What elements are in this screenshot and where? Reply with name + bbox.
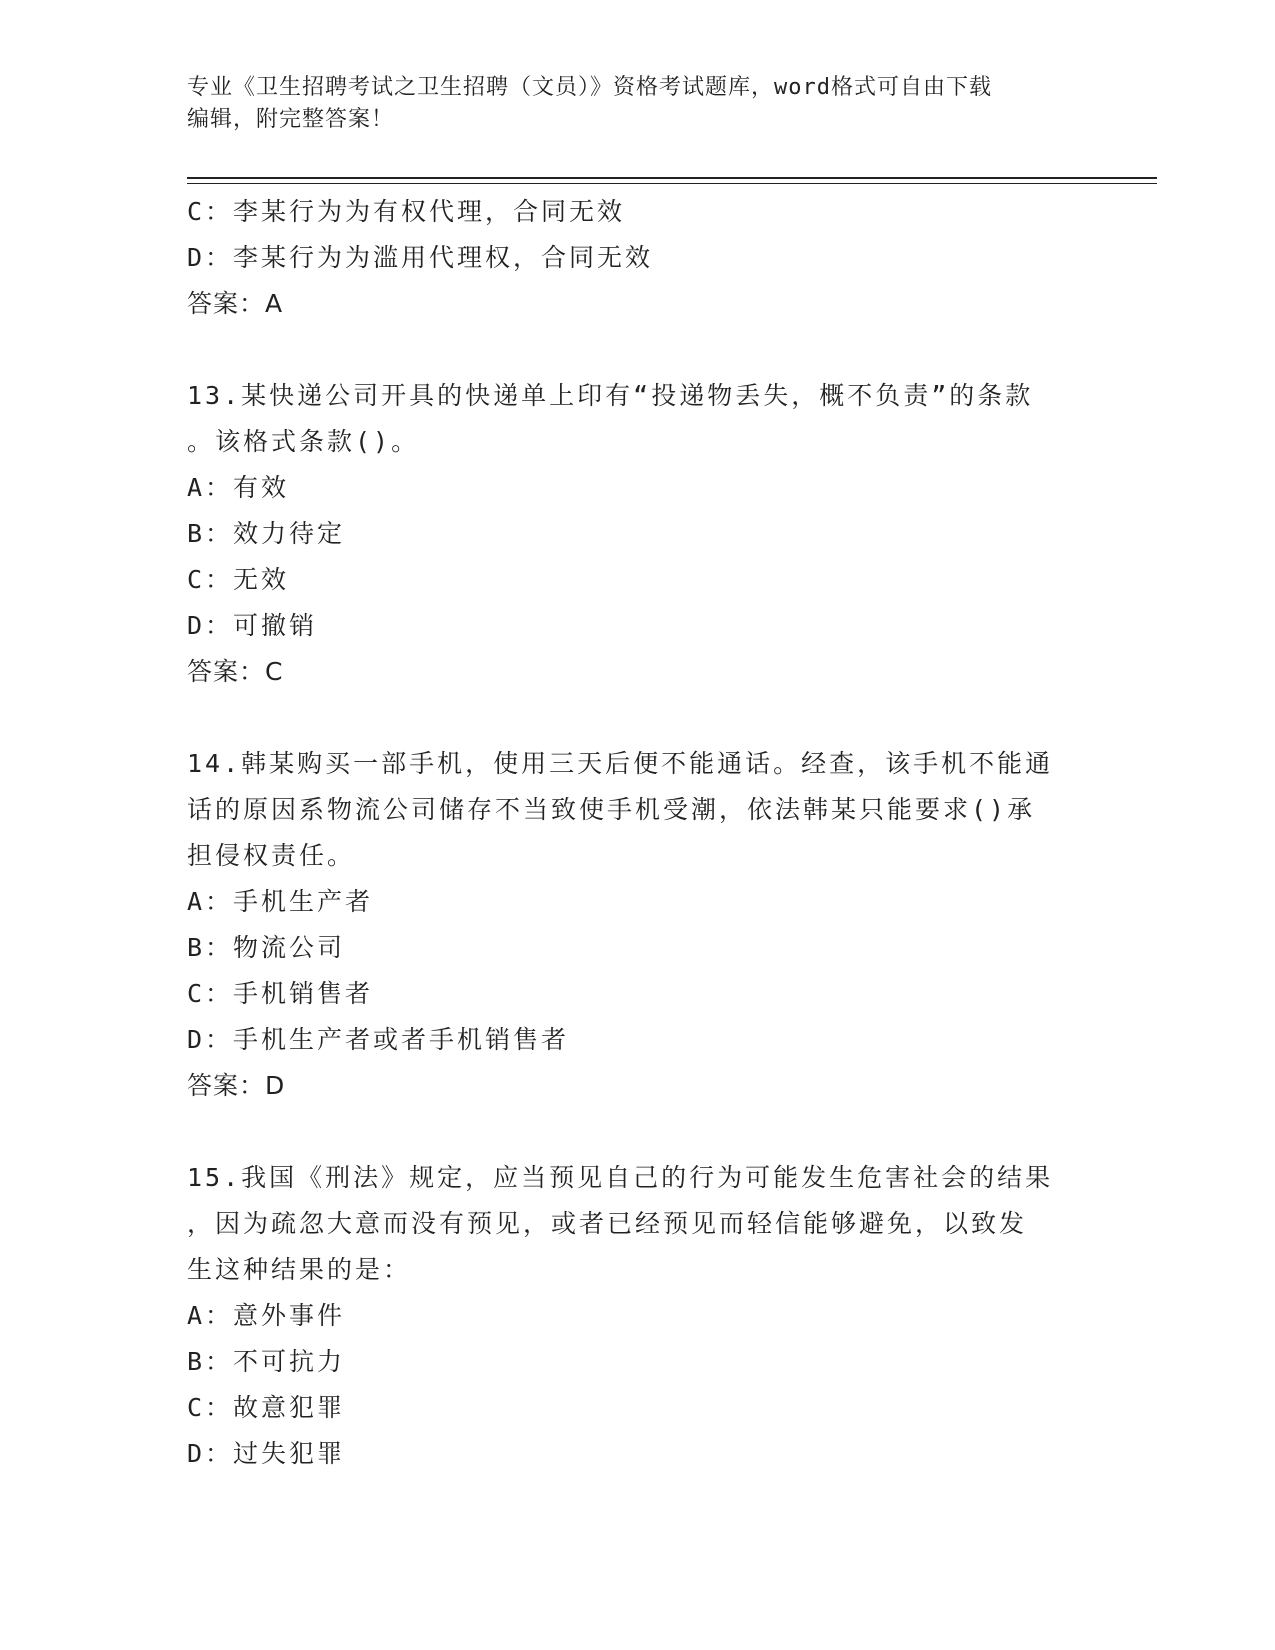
header-line-2: 编辑，附完整答案！ bbox=[187, 107, 395, 132]
option-d: D：可撤销 bbox=[187, 611, 318, 640]
question-text-line: 15.我国《刑法》规定，应当预见自己的行为可能发生危害社会的结果 bbox=[187, 1163, 1054, 1192]
question-text-line: 生这种结果的是： bbox=[187, 1255, 412, 1284]
answer-line: 答案：C bbox=[187, 657, 284, 686]
option-a: A：意外事件 bbox=[187, 1301, 346, 1330]
question-15 bbox=[187, 1155, 1087, 1477]
option-c: C：无效 bbox=[187, 565, 290, 594]
option-b: B：物流公司 bbox=[187, 933, 346, 962]
option-c: C：手机销售者 bbox=[187, 979, 374, 1008]
option-b: B：效力待定 bbox=[187, 519, 346, 548]
spacer bbox=[187, 327, 1087, 373]
option-a: A：有效 bbox=[187, 473, 290, 502]
spacer bbox=[187, 695, 1087, 741]
question-text-line: 话的原因系物流公司储存不当致使手机受潮，依法韩某只能要求()承 bbox=[187, 795, 1036, 824]
answer-line: 答案：A bbox=[187, 289, 284, 318]
question-text-line: 13.某快递公司开具的快递单上印有“投递物丢失，概不负责”的条款 bbox=[187, 381, 1034, 410]
spacer bbox=[187, 1109, 1087, 1155]
header-rule-thick bbox=[187, 177, 1157, 179]
question-12-continued bbox=[187, 189, 1087, 327]
question-13 bbox=[187, 373, 1087, 695]
option-d: D：手机生产者或者手机销售者 bbox=[187, 1025, 570, 1054]
header-line-1: 专业《卫生招聘考试之卫生招聘（文员）》资格考试题库，word格式可自由下载 bbox=[187, 75, 992, 100]
option-c: C：李某行为为有权代理，合同无效 bbox=[187, 197, 626, 226]
question-content bbox=[187, 189, 1087, 1477]
option-b: B：不可抗力 bbox=[187, 1347, 346, 1376]
document-header bbox=[187, 72, 1087, 136]
option-c: C：故意犯罪 bbox=[187, 1393, 346, 1422]
option-d: D：李某行为为滥用代理权，合同无效 bbox=[187, 243, 654, 272]
answer-line: 答案：D bbox=[187, 1071, 286, 1100]
question-14 bbox=[187, 741, 1087, 1109]
document-page bbox=[187, 0, 1157, 1650]
header-rule-thin bbox=[187, 183, 1157, 184]
option-a: A：手机生产者 bbox=[187, 887, 374, 916]
question-text-line: 14.韩某购买一部手机，使用三天后便不能通话。经查，该手机不能通 bbox=[187, 749, 1054, 778]
question-text-line: 担侵权责任。 bbox=[187, 841, 356, 870]
question-text-line: 。该格式条款()。 bbox=[187, 427, 420, 456]
question-text-line: ，因为疏忽大意而没有预见，或者已经预见而轻信能够避免，以致发 bbox=[187, 1209, 1028, 1238]
option-d: D：过失犯罪 bbox=[187, 1439, 346, 1468]
